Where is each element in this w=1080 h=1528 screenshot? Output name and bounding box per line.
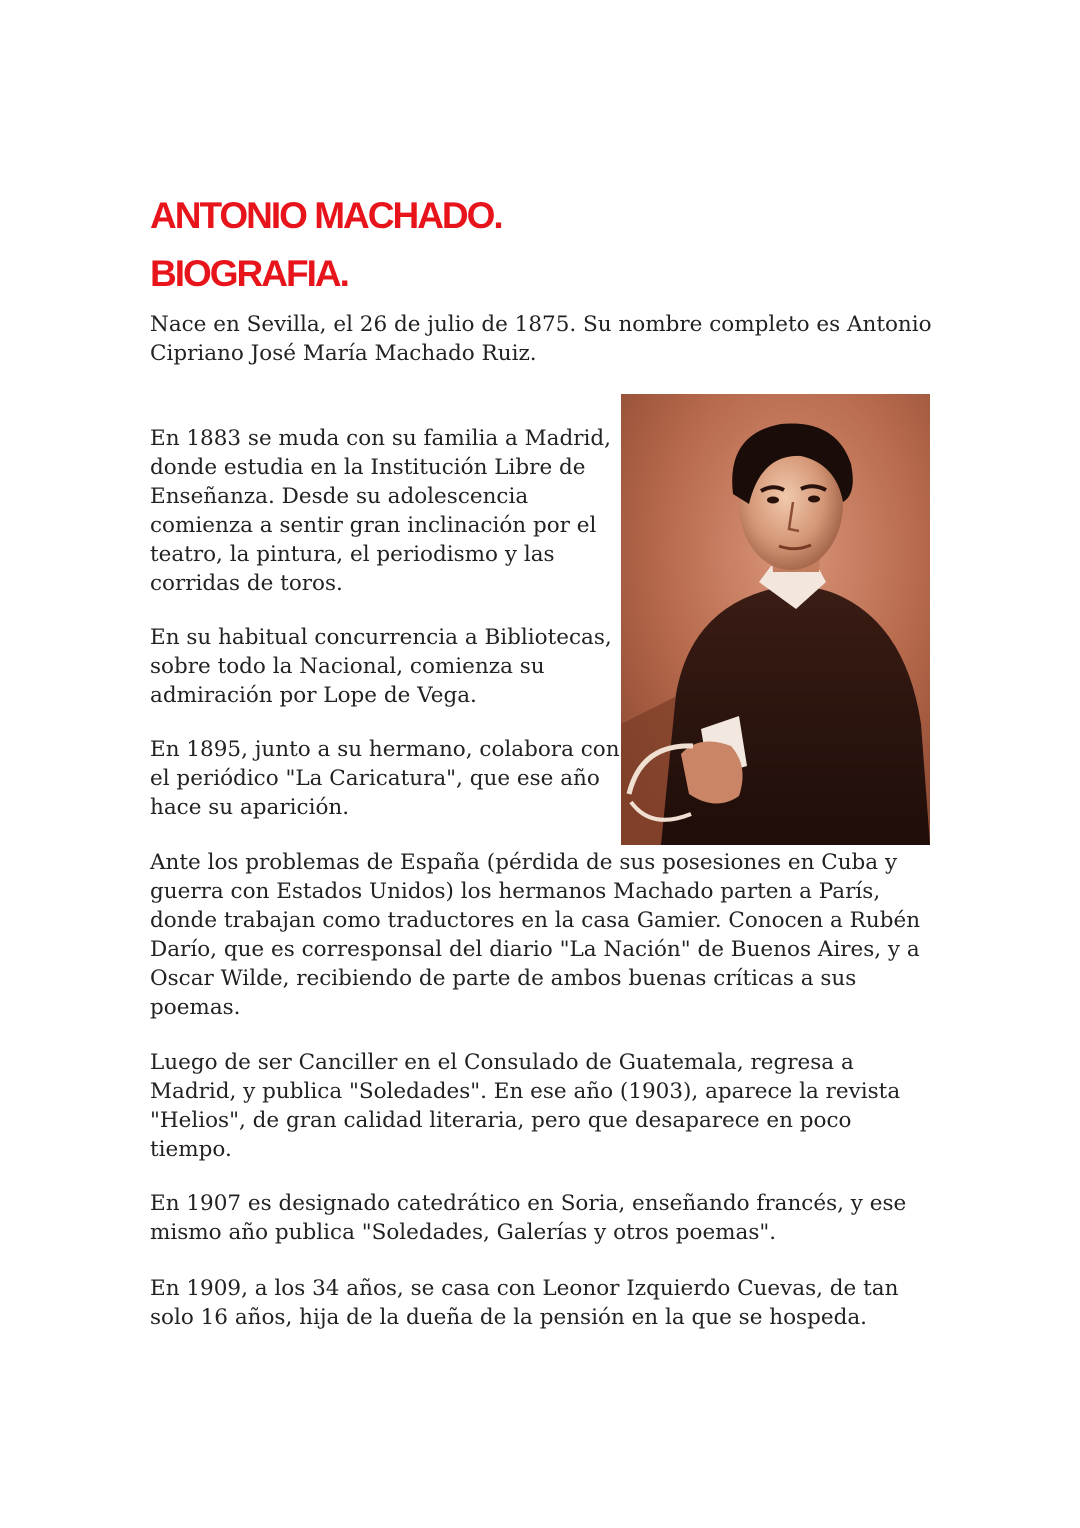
document-title: ANTONIO MACHADO. [150,195,502,236]
paragraph-paris: Ante los problemas de España (pérdida de sus posesiones en Cuba y guerra con Estados Unidos) los hermanos Machado parten a París, donde trabajan como traductores en la casa Gamier. Conocen a Rubén Darío, que es corresponsal del diario "La Nación" de Buenos Aires, y a Oscar Wilde, recibiendo de parte de ambos buenas críticas a sus poemas. [150,850,921,1020]
paragraph-bibliotecas: En su habitual concurrencia a Bibliotecas, sobre todo la Nacional, comienza su admiración por Lope de Vega. [150,625,612,708]
paragraph-soria: En 1907 es designado catedrático en Soria, enseñando francés, y ese mismo año publica "Soledades, Galerías y otros poemas". [150,1191,907,1245]
document-subtitle: BIOGRAFIA. [150,253,348,294]
paragraph-birth: Nace en Sevilla, el 26 de julio de 1875. Su nombre completo es Antonio Cipriano José María Machado Ruiz. [150,312,932,366]
paragraph-madrid: En 1883 se muda con su familia a Madrid, donde estudia en la Institución Libre de Enseñanza. Desde su adolescencia comienza a sentir gran inclinación por el teatro, la pintura, el periodismo y las corridas de toros. [150,426,611,596]
portrait-photo [621,394,930,845]
paragraph-leonor: En 1909, a los 34 años, se casa con Leonor Izquierdo Cuevas, de tan solo 16 años, hija de la dueña de la pensión en la que se hospeda. [150,1276,899,1330]
paragraph-soledades: Luego de ser Canciller en el Consulado de Guatemala, regresa a Madrid, y publica "Soledades". En ese año (1903), aparece la revista "Helios", de gran calidad literaria, pero que desaparece en poco tiempo. [150,1050,901,1162]
paragraph-caricatura: En 1895, junto a su hermano, colabora con el periódico "La Caricatura", que ese año hace su aparición. [150,737,620,820]
